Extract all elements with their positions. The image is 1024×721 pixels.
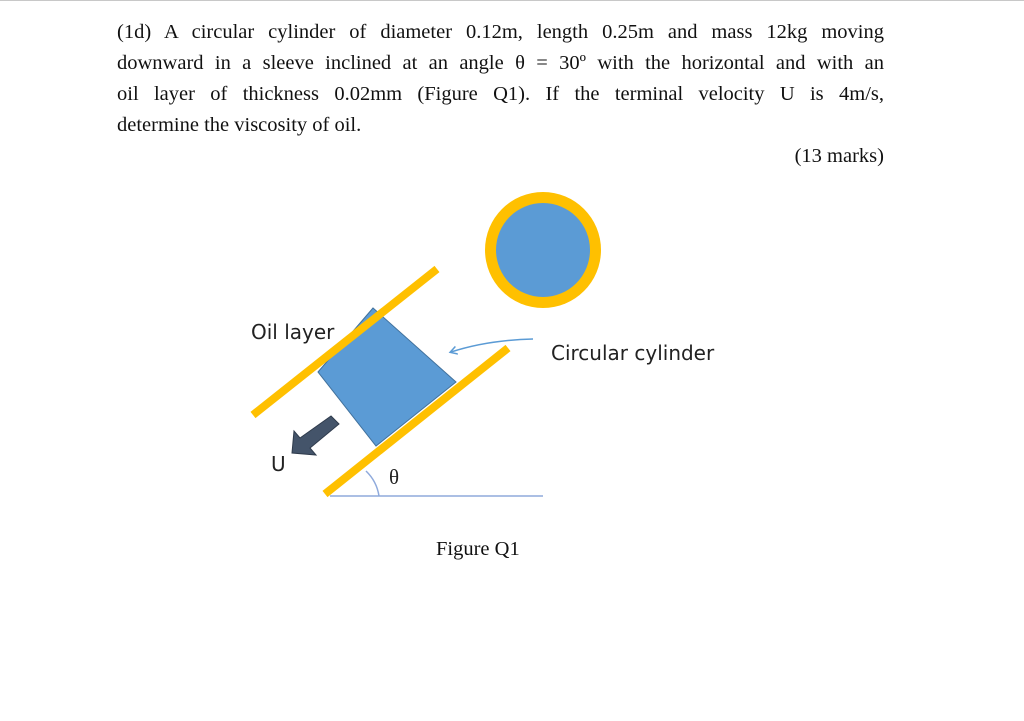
question-line: (1d) A circular cylinder of diameter 0.12m, length 0.25m and mass 12kg moving xyxy=(117,21,884,43)
circular-cylinder-label: Circular cylinder xyxy=(551,341,715,365)
oil-layer-label: Oil layer xyxy=(251,320,335,344)
angle-label: θ xyxy=(389,465,400,489)
figure-caption: Figure Q1 xyxy=(436,538,520,560)
velocity-label: U xyxy=(271,452,286,476)
velocity-arrow-icon xyxy=(292,416,339,455)
cylinder-cross-section xyxy=(496,203,590,297)
angle-arc xyxy=(366,471,379,496)
pointer-arrow xyxy=(451,339,533,352)
marks-label: (13 marks) xyxy=(794,145,884,167)
question-line: downward in a sleeve inclined at an angle θ = 30º with the horizontal and with an xyxy=(117,52,884,74)
cylinder-side-view xyxy=(318,308,456,446)
question-line: oil layer of thickness 0.02mm (Figure Q1). If the terminal velocity U is 4m/s, xyxy=(117,83,884,105)
question-line: determine the viscosity of oil. xyxy=(117,114,362,136)
